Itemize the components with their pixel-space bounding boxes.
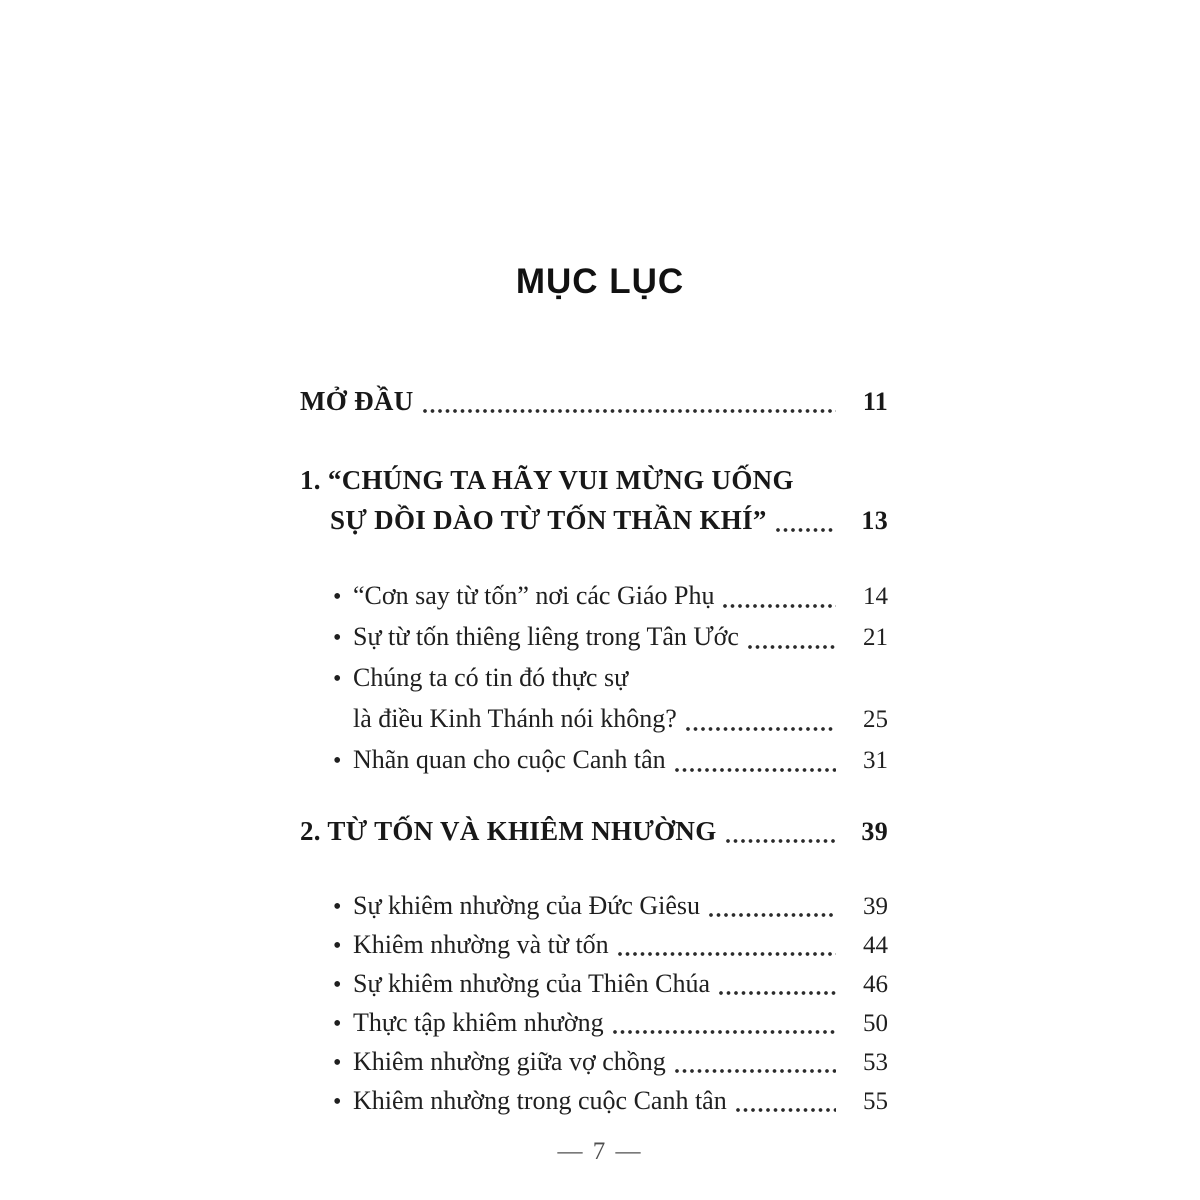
item-label: Sự khiêm nhường của Thiên Chúa [353,969,711,998]
page-number: 53 [863,1049,888,1076]
toc-item [300,658,888,740]
page-number: 46 [863,971,888,998]
page-number: 39 [863,893,888,920]
item-line [300,1004,888,1043]
item-label: Sự khiêm nhường của Đức Giêsu [353,891,701,920]
bullet-icon: • [333,584,342,610]
page-number: 14 [863,583,888,610]
leader-dots [422,407,836,415]
bullet-icon: • [333,1011,342,1037]
page-number: 50 [863,1010,888,1037]
leader-dots [674,766,836,774]
bullet-icon: • [333,1089,342,1115]
toc-list [300,381,888,1121]
chapter-entry [300,460,888,541]
toc-item [300,576,888,617]
leader-dots [747,643,836,651]
item-line [300,658,888,699]
item-label: “Cơn say từ tốn” nơi các Giáo Phụ [353,581,715,610]
item-line [300,887,888,926]
toc-section [300,460,888,781]
leader-dots [718,989,836,997]
item-label: là điều Kinh Thánh nói không? [353,704,677,733]
bullet-icon: • [333,933,342,959]
toc-section [300,811,888,1121]
chapter-title: 2. TỪ TỐN VÀ KHIÊM NHƯỜNG [300,816,717,846]
leader-dots [735,1106,836,1114]
leader-dots [725,837,836,845]
chapter-entry [300,381,888,422]
toc-item [300,617,888,658]
toc-section [300,381,888,422]
chapter-title: MỞ ĐẦU [300,386,414,416]
page-number: 31 [863,747,888,774]
item-line [300,1082,888,1121]
page-footer: — 7 — [557,1138,643,1165]
bullet-icon: • [333,972,342,998]
toc-items [300,576,888,781]
chapter-line [300,381,888,422]
toc-item [300,1043,888,1082]
item-line [300,1043,888,1082]
toc-item [300,1004,888,1043]
chapter-line [300,460,888,500]
chapter-line [300,811,888,852]
item-line [300,926,888,965]
toc-item [300,926,888,965]
item-line [300,740,888,781]
leader-dots [775,526,836,534]
leader-dots [685,725,836,733]
item-label: Khiêm nhường trong cuộc Canh tân [353,1086,727,1115]
page-number: 25 [863,706,888,733]
page-number: 39 [861,817,888,846]
chapter-title: 1. “CHÚNG TA HÃY VUI MỪNG UỐNG [300,465,794,495]
toc-item [300,965,888,1004]
leader-dots [612,1028,836,1036]
bullet-icon: • [333,1050,342,1076]
page-number: 44 [863,932,888,959]
chapter-title: SỰ DỒI DÀO TỪ TỐN THẦN KHÍ” [330,505,767,535]
page-title: MỤC LỤC [515,262,685,301]
page-number: 55 [863,1088,888,1115]
item-label: Chúng ta có tin đó thực sự [353,663,629,692]
leader-dots [674,1067,836,1075]
page-number: 13 [861,506,888,535]
item-line [300,576,888,617]
item-label: Khiêm nhường giữa vợ chồng [353,1047,666,1076]
bullet-icon: • [333,748,342,774]
chapter-entry [300,811,888,852]
leader-dots [708,911,836,919]
item-label: Khiêm nhường và từ tốn [353,930,609,959]
bullet-icon: • [333,666,342,692]
chapter-line [300,500,888,541]
toc-item [300,887,888,926]
toc-items [300,887,888,1121]
bullet-icon: • [333,625,342,651]
item-line [300,699,888,740]
page-number: 11 [862,387,888,416]
item-line [300,965,888,1004]
item-label: Thực tập khiêm nhường [353,1008,604,1037]
leader-dots [722,602,836,610]
toc-item [300,1082,888,1121]
bullet-icon: • [333,894,342,920]
leader-dots [617,950,836,958]
page-number: 21 [863,624,888,651]
item-line [300,617,888,658]
toc-item [300,740,888,781]
item-label: Nhãn quan cho cuộc Canh tân [353,745,666,774]
item-label: Sự từ tốn thiêng liêng trong Tân Ước [353,622,739,651]
